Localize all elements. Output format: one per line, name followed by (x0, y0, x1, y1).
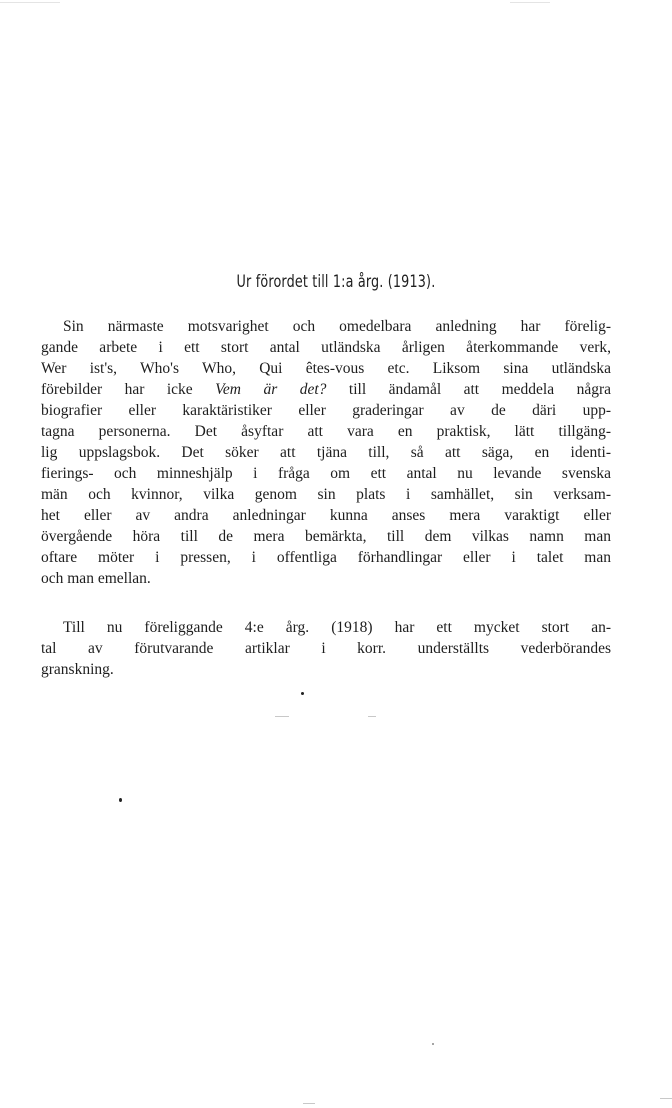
text-line: oftare möter i pressen, i offentliga förhandlingar eller i talet man (41, 549, 611, 566)
text-line: Wer ist's, Who's Who, Qui êtes-vous etc. Liksom sina utländska (41, 360, 611, 377)
ink-speck (119, 798, 122, 802)
text-line: Till nu föreliggande 4:e årg. (1918) har ett mycket stort an- (63, 619, 611, 636)
text-line: tal av förutvarande artiklar i korr. underställts vederbörandes (41, 640, 611, 657)
paragraph-revision-note (41, 617, 611, 680)
text-line: män och kvinnor, vilka genom sin plats i samhället, sin verksam- (41, 486, 611, 503)
text-line: övergående höra till de mera bemärkta, till dem vilkas namn man (41, 528, 611, 545)
section-heading: Ur förordet till 1:a årg. (1913). (236, 272, 436, 291)
text-line: lig uppslagsbok. Det söker att tjäna till, så att säga, en identi- (41, 444, 611, 461)
ink-speck (301, 692, 304, 695)
text-line: Sin närmaste motsvarighet och omedelbara anledning har förelig- (63, 318, 611, 335)
scan-mark (660, 1098, 672, 1099)
scan-mark (368, 716, 376, 717)
book-title: Vem är det? (215, 381, 327, 398)
text-line: biografier eller karaktäristiker eller graderingar av de däri upp- (41, 402, 611, 419)
text-line: granskning. (41, 661, 114, 678)
text-line: gande arbete i ett stort antal utländska årligen återkommande verk, (41, 339, 611, 356)
text-line: och man emellan. (41, 570, 151, 587)
scan-mark (0, 2, 60, 3)
scan-mark (275, 716, 289, 717)
text-line: tagna personerna. Det åsyftar att vara en praktisk, lätt tillgäng- (41, 423, 611, 440)
ink-speck (432, 1043, 434, 1045)
text-line: fierings- och minneshjälp i fråga om ett antal nu levande svenska (41, 465, 611, 482)
text-line: förebilder har icke Vem är det? till ändamål att meddela några (41, 381, 611, 398)
text-line: het eller av andra anledningar kunna anses mera varaktigt eller (41, 507, 611, 524)
scan-mark (303, 1103, 315, 1104)
paragraph-preface (41, 316, 611, 589)
scan-mark (510, 2, 550, 3)
